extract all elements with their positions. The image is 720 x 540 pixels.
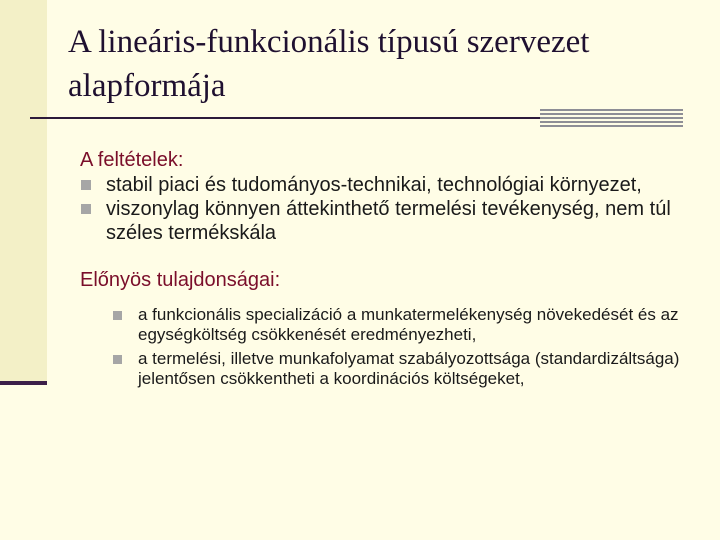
square-bullet-icon bbox=[81, 180, 91, 190]
striped-accent-block bbox=[540, 109, 683, 128]
list-item bbox=[80, 173, 680, 197]
slide-content bbox=[80, 147, 680, 393]
square-bullet-icon bbox=[81, 204, 91, 214]
conditions-heading: A feltételek: bbox=[80, 149, 184, 171]
list-item bbox=[112, 349, 680, 389]
list-item bbox=[112, 305, 680, 345]
list-item-text: a termelési, illetve munkafolyamat szabályozottsága (standardizáltsága) jelentősen csökkentheti a koordinációs költségeket, bbox=[138, 349, 680, 388]
left-decorative-bar bbox=[0, 0, 47, 382]
list-item-text: a funkcionális specializáció a munkatermelékenység növekedését és az egységköltség csökkenését eredményezheti, bbox=[138, 305, 679, 344]
list-item-text: stabil piaci és tudományos-technikai, technológiai környezet, bbox=[106, 174, 642, 196]
advantages-list bbox=[112, 305, 680, 389]
conditions-list bbox=[80, 173, 680, 245]
square-bullet-icon bbox=[113, 311, 122, 320]
left-bar-accent-line bbox=[0, 381, 47, 385]
title-underline bbox=[30, 117, 540, 119]
slide-title: A lineáris-funkcionális típusú szervezet alapformája bbox=[68, 24, 590, 104]
list-item bbox=[80, 197, 680, 245]
list-item-text: viszonylag könnyen áttekinthető termelési tevékenység, nem túl széles termékskála bbox=[106, 198, 671, 244]
advantages-section bbox=[80, 267, 680, 389]
advantages-heading: Előnyös tulajdonságai: bbox=[80, 269, 281, 291]
square-bullet-icon bbox=[113, 355, 122, 364]
